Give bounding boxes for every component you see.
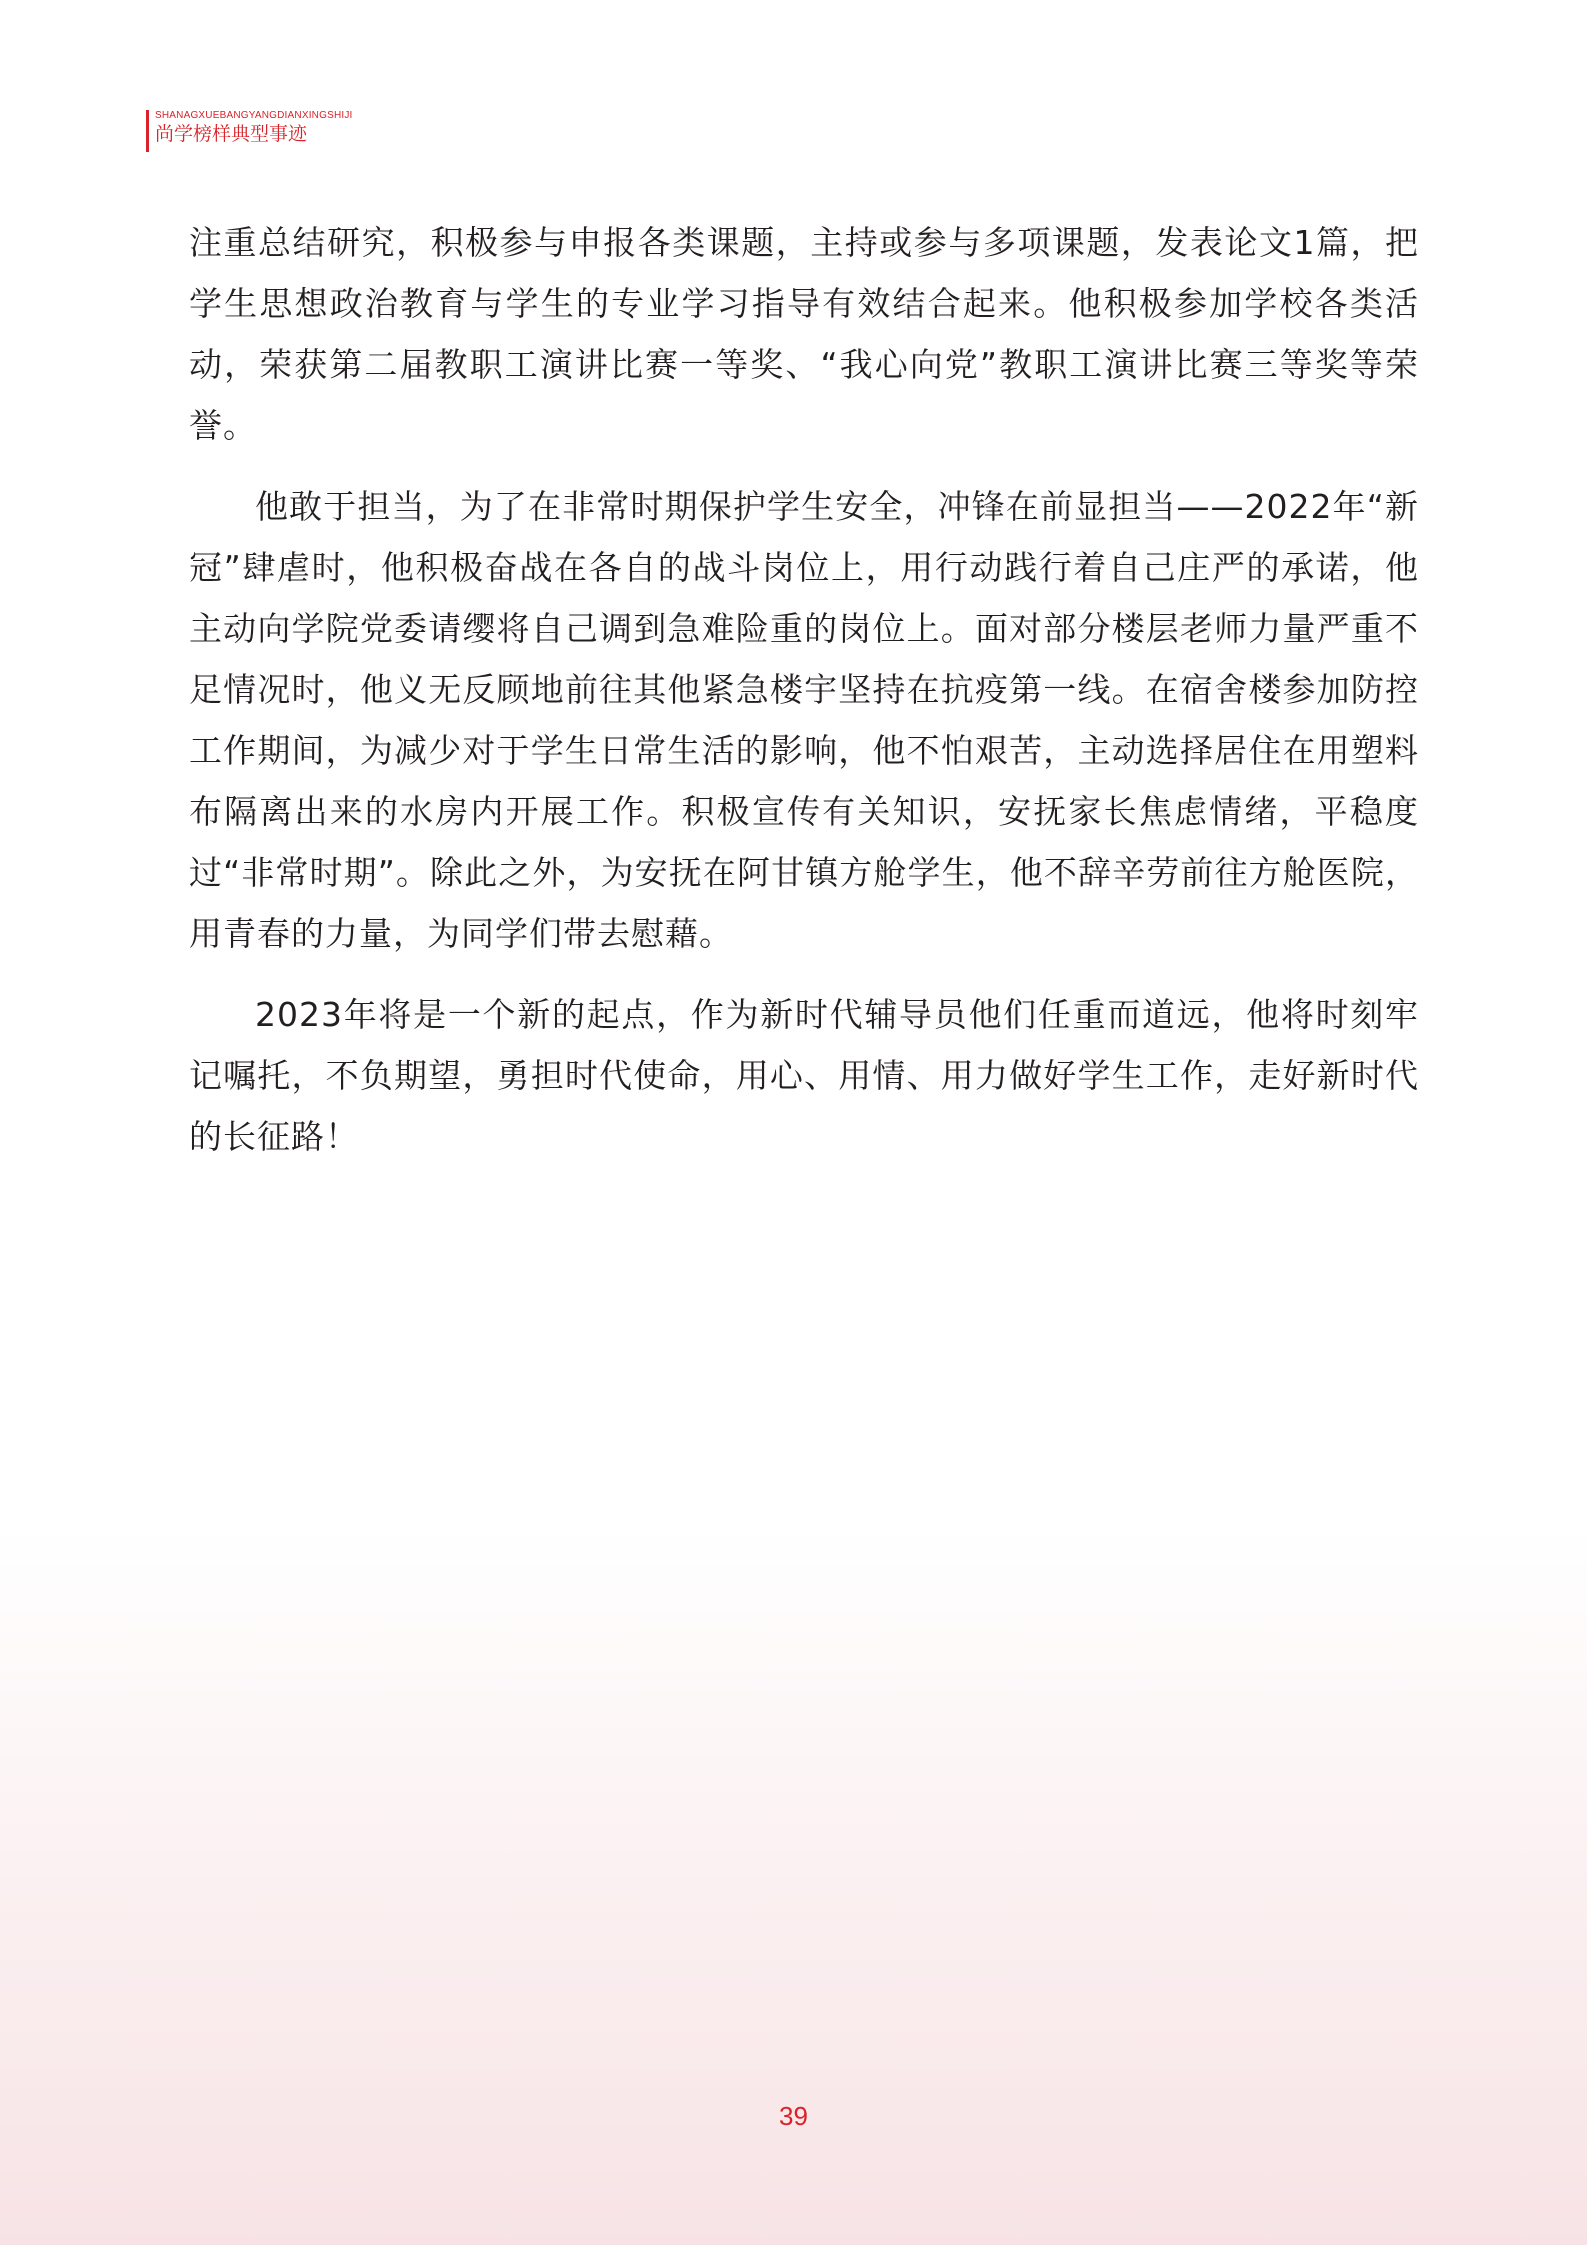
- header-title: 尚学榜样典型事迹: [155, 123, 308, 145]
- page-number: 39: [779, 2101, 808, 2131]
- paragraph-research: 注重总结研究，积极参与申报各类课题，主持或参与多项课题，发表论文1篇，把学生思想政治教育与学生的专业学习指导有效结合起来。他积极参加学校各类活动，荣获第二届教职工演讲比赛一等奖、“我心向党”教职工演讲比赛三等奖等荣誉。: [189, 223, 1419, 445]
- header-pinyin: SHANAGXUEBANGYANGDIANXINGSHIJI: [155, 110, 353, 121]
- paragraph-2023: 2023年将是一个新的起点，作为新时代辅导员他们任重而道远，他将时刻牢记嘱托，不负期望，勇担时代使命，用心、用情、用力做好学生工作，走好新时代的长征路！: [189, 995, 1419, 1156]
- paragraph-pandemic: 他敢于担当，为了在非常时期保护学生安全，冲锋在前显担当——2022年“新冠”肆虐时，他积极奋战在各自的战斗岗位上，用行动践行着自己庄严的承诺，他主动向学院党委请缨将自己调到急难险重的岗位上。面对部分楼层老师力量严重不足情况时，他义无反顾地前往其他紧急楼宇坚持在抗疫第一线。在宿舍楼参加防控工作期间，为减少对于学生日常生活的影响，他不怕艰苦，主动选择居住在用塑料布隔离出来的水房内开展工作。积极宣传有关知识，安抚家长焦虑情绪，平稳度过“非常时期”。除此之外，为安抚在阿甘镇方舱学生，他不辞辛劳前往方舱医院，用青春的力量，为同学们带去慰藉。: [189, 487, 1419, 953]
- article-body: [189, 212, 1419, 1187]
- running-header: [146, 110, 353, 152]
